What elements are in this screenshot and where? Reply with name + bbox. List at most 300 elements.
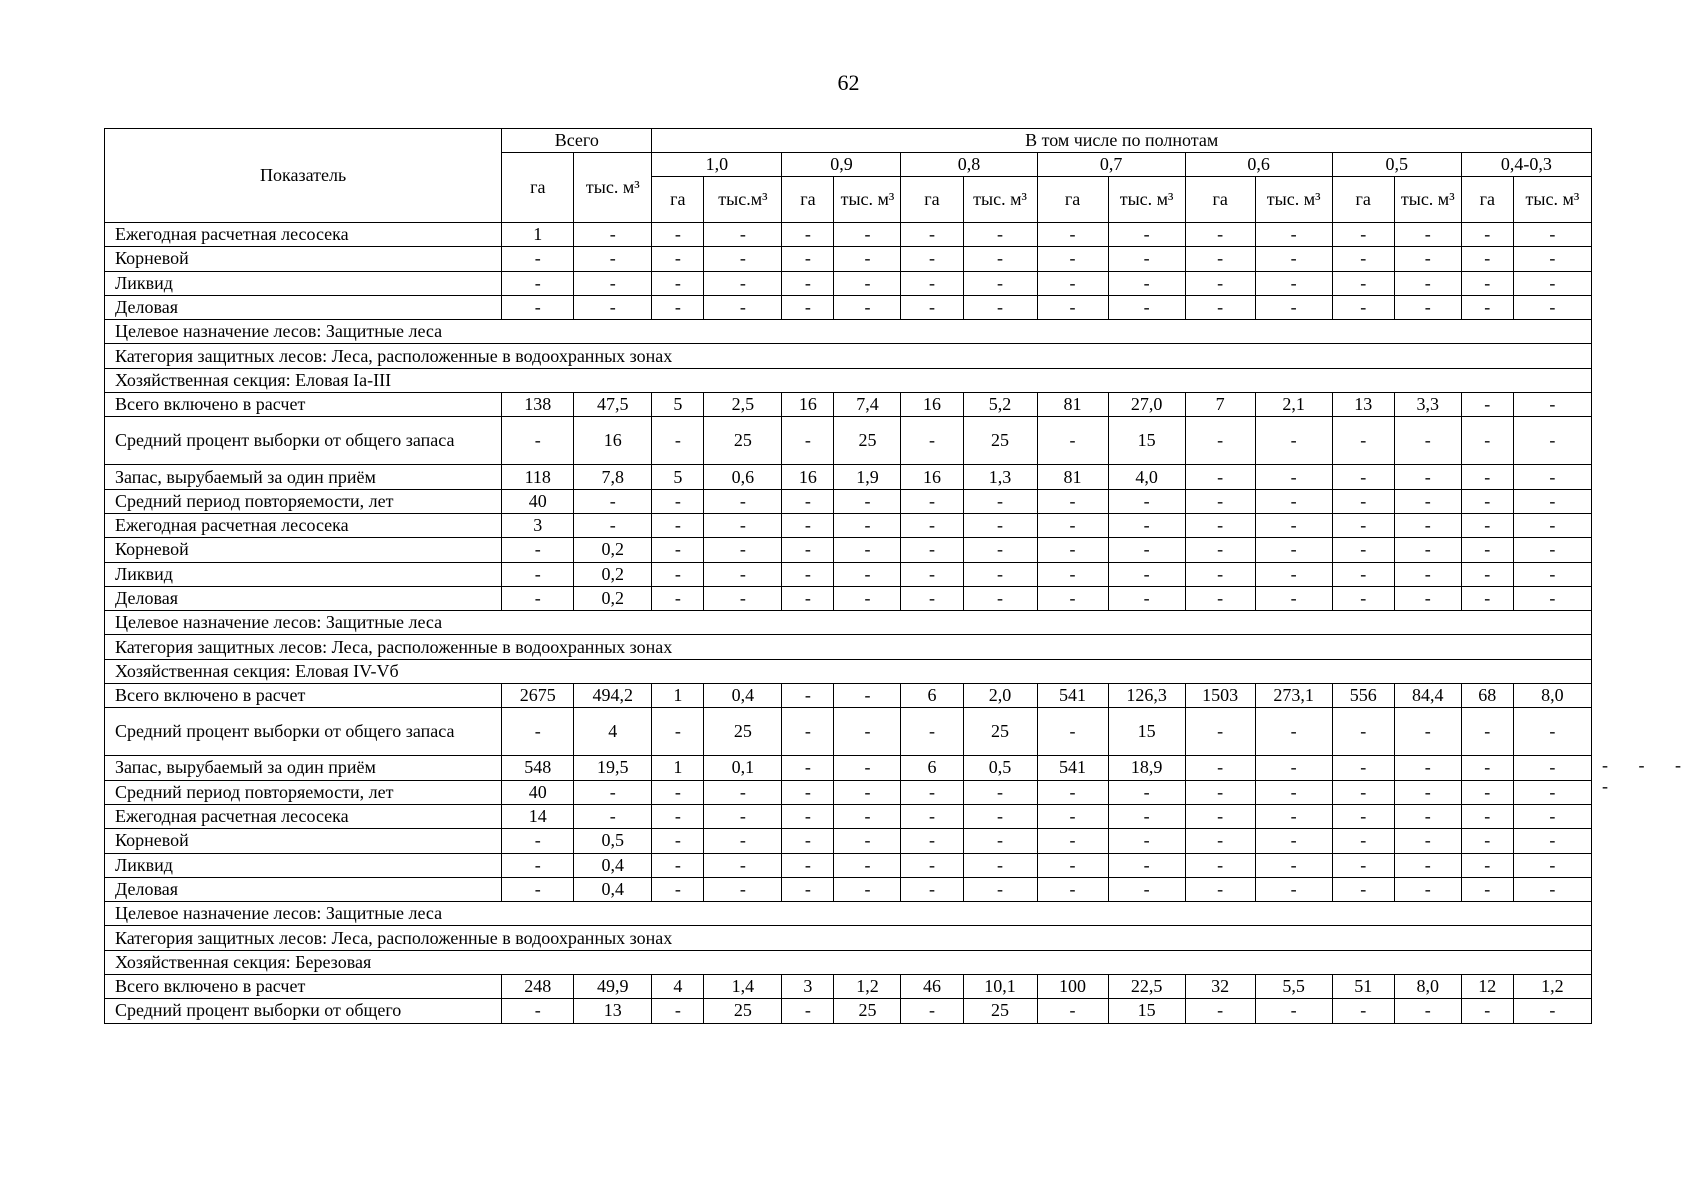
table-cell: - [834, 853, 901, 877]
header-density: 0,4-0,3 [1461, 153, 1591, 177]
table-cell: 1 [652, 756, 704, 780]
section-label: Категория защитных лесов: Леса, расположенные в водоохранных зонах [105, 344, 1592, 368]
table-cell: - [502, 708, 574, 756]
table-cell: - [1513, 804, 1591, 828]
table-cell: - [782, 417, 834, 465]
table-cell: - [704, 247, 782, 271]
table-cell: - [1461, 708, 1513, 756]
table-cell: 18,9 [1108, 756, 1185, 780]
table-cell: 4 [574, 708, 652, 756]
table-cell: 25 [704, 708, 782, 756]
table-cell: - [1332, 247, 1394, 271]
table-cell: - [1108, 829, 1185, 853]
table-cell: - [1513, 465, 1591, 489]
forest-calculation-table [104, 128, 1592, 1024]
table-cell: - [1513, 780, 1591, 804]
header-volume: тыс.м³ [704, 177, 782, 223]
table-cell: - [782, 513, 834, 537]
table-cell: - [834, 295, 901, 319]
table-cell: - [1108, 562, 1185, 586]
table-cell: - [1108, 513, 1185, 537]
section-row [105, 320, 1592, 344]
table-cell: - [1394, 538, 1461, 562]
table-cell: 0,1 [704, 756, 782, 780]
row-label: Средний процент выборки от общего запаса [105, 417, 502, 465]
table-cell: - [704, 513, 782, 537]
table-cell: - [901, 271, 963, 295]
table-cell: 40 [502, 780, 574, 804]
table-cell: - [704, 853, 782, 877]
table-cell: - [782, 853, 834, 877]
table-cell: - [834, 804, 901, 828]
header-ha: га [901, 177, 963, 223]
table-cell: - [1037, 829, 1108, 853]
table-cell: 25 [963, 708, 1037, 756]
table-cell: - [1394, 489, 1461, 513]
table-row [105, 271, 1592, 295]
table-cell: - [1394, 586, 1461, 610]
table-cell: 25 [704, 417, 782, 465]
header-ha: га [1037, 177, 1108, 223]
table-cell: - [1108, 804, 1185, 828]
table-cell: 0,4 [574, 877, 652, 901]
table-cell: - [652, 780, 704, 804]
table-cell: 12 [1461, 975, 1513, 999]
section-label: Целевое назначение лесов: Защитные леса [105, 611, 1592, 635]
table-cell: - [901, 877, 963, 901]
table-cell: - [963, 295, 1037, 319]
table-row [105, 586, 1592, 610]
table-cell: - [1332, 295, 1394, 319]
table-cell: - [1037, 999, 1108, 1023]
section-label: Категория защитных лесов: Леса, расположенные в водоохранных зонах [105, 926, 1592, 950]
table-row [105, 684, 1592, 708]
table-cell: - [1513, 877, 1591, 901]
table-cell: - [1185, 829, 1255, 853]
table-cell: - [1037, 877, 1108, 901]
table-cell: - [574, 223, 652, 247]
table-cell: - [502, 417, 574, 465]
table-cell: - [574, 513, 652, 537]
table-row [105, 780, 1592, 804]
row-label: Деловая [105, 586, 502, 610]
row-label: Деловая [105, 877, 502, 901]
table-cell: - [963, 489, 1037, 513]
table-cell: 2,1 [1255, 393, 1332, 417]
table-cell: - [1108, 271, 1185, 295]
row-label: Корневой [105, 538, 502, 562]
table-cell: - [1461, 271, 1513, 295]
table-cell: - [901, 417, 963, 465]
table-cell: - [834, 223, 901, 247]
row-label: Всего включено в расчет [105, 393, 502, 417]
table-cell: - [901, 708, 963, 756]
table-cell: - [704, 223, 782, 247]
table-cell: - [1037, 417, 1108, 465]
table-cell: - [1461, 513, 1513, 537]
row-label: Средний процент выборки от общего запаса [105, 708, 502, 756]
table-cell: 25 [834, 417, 901, 465]
table-cell: - [1513, 562, 1591, 586]
table-body [105, 223, 1592, 1024]
table-cell: - [963, 513, 1037, 537]
table-cell: - [1332, 417, 1394, 465]
table-cell: - [963, 538, 1037, 562]
table-cell: - [704, 804, 782, 828]
table-cell: - [1332, 780, 1394, 804]
row-label: Ликвид [105, 271, 502, 295]
table-cell: - [901, 586, 963, 610]
table-cell: - [1185, 295, 1255, 319]
table-cell: - [834, 513, 901, 537]
table-cell: - [1255, 756, 1332, 780]
table-cell: - [1461, 780, 1513, 804]
table-cell: - [1513, 489, 1591, 513]
table-cell: - [1513, 853, 1591, 877]
table-cell: - [782, 562, 834, 586]
table-cell: 541 [1037, 684, 1108, 708]
table-cell: - [1185, 271, 1255, 295]
table-row [105, 465, 1592, 489]
table-row [105, 489, 1592, 513]
row-label: Средний период повторяемости, лет [105, 489, 502, 513]
table-cell: 27,0 [1108, 393, 1185, 417]
table-cell: - [963, 780, 1037, 804]
table-cell: - [1461, 586, 1513, 610]
table-cell: 556 [1332, 684, 1394, 708]
table-cell: - [1332, 708, 1394, 756]
table-cell: - [502, 877, 574, 901]
header-density: 1,0 [652, 153, 782, 177]
table-cell: - [574, 489, 652, 513]
table-cell: 548 [502, 756, 574, 780]
table-cell: - [1513, 247, 1591, 271]
table-cell: - [1255, 271, 1332, 295]
table-cell: - [1513, 271, 1591, 295]
table-cell: - [652, 223, 704, 247]
table-cell: - [1394, 295, 1461, 319]
table-cell: 84,4 [1394, 684, 1461, 708]
table-cell: - [1332, 829, 1394, 853]
table-cell: 46 [901, 975, 963, 999]
table-cell: 16 [574, 417, 652, 465]
table-cell: - [1108, 877, 1185, 901]
table-cell: - [1332, 489, 1394, 513]
table-cell: - [1513, 223, 1591, 247]
table-cell: - [901, 247, 963, 271]
table-cell: - [963, 562, 1037, 586]
section-row [105, 926, 1592, 950]
row-label: Ликвид [105, 562, 502, 586]
table-cell: - [574, 780, 652, 804]
table-cell: - [502, 853, 574, 877]
table-cell: - [1461, 756, 1513, 780]
table-cell: - [1255, 853, 1332, 877]
row-label: Корневой [105, 829, 502, 853]
table-cell: - [963, 829, 1037, 853]
page-number: 62 [837, 70, 860, 95]
table-row [105, 247, 1592, 271]
table-cell: - [782, 877, 834, 901]
table-cell: 13 [1332, 393, 1394, 417]
table-cell: - [1037, 708, 1108, 756]
table-cell: 7 [1185, 393, 1255, 417]
header-ha: га [1185, 177, 1255, 223]
table-cell: - [782, 247, 834, 271]
table-cell: - [1461, 853, 1513, 877]
table-cell: 49,9 [574, 975, 652, 999]
row-label: Всего включено в расчет [105, 684, 502, 708]
table-cell: 13 [574, 999, 652, 1023]
table-cell: 2,5 [704, 393, 782, 417]
table-cell: - [652, 489, 704, 513]
table-cell: - [1185, 780, 1255, 804]
table-cell: - [782, 999, 834, 1023]
table-cell: - [1394, 513, 1461, 537]
header-volume: тыс. м³ [1255, 177, 1332, 223]
table-cell: 6 [901, 684, 963, 708]
table-cell: 273,1 [1255, 684, 1332, 708]
table-cell: - [1185, 417, 1255, 465]
section-row [105, 659, 1592, 683]
table-cell: - [1513, 295, 1591, 319]
table-cell: - [652, 271, 704, 295]
table-cell: 25 [834, 999, 901, 1023]
table-cell: - [834, 829, 901, 853]
table-cell: - [1185, 465, 1255, 489]
table-cell: - [834, 562, 901, 586]
table-row [105, 756, 1592, 780]
table-cell: - [901, 489, 963, 513]
section-row [105, 635, 1592, 659]
table-cell: - [1461, 417, 1513, 465]
table-cell: - [901, 829, 963, 853]
table-cell: - [1394, 756, 1461, 780]
table-cell: 3,3 [1394, 393, 1461, 417]
table-cell: - [652, 804, 704, 828]
table-cell: - [1332, 465, 1394, 489]
table-cell: 541 [1037, 756, 1108, 780]
table-cell: - [1461, 393, 1513, 417]
row-label: Ежегодная расчетная лесосека [105, 804, 502, 828]
table-cell: 248 [502, 975, 574, 999]
table-cell: - [1255, 999, 1332, 1023]
table-cell: - [834, 586, 901, 610]
table-cell: - [1461, 999, 1513, 1023]
table-cell: - [901, 223, 963, 247]
header-total: Всего [502, 129, 652, 153]
table-cell: 7,8 [574, 465, 652, 489]
table-cell: - [1461, 877, 1513, 901]
table-cell: - [834, 271, 901, 295]
header-ha: га [652, 177, 704, 223]
table-cell: - [1037, 489, 1108, 513]
table-cell: 1,2 [834, 975, 901, 999]
table-cell: - [1394, 780, 1461, 804]
table-cell: 3 [782, 975, 834, 999]
table-cell: - [1255, 829, 1332, 853]
table-row [105, 417, 1592, 465]
table-cell: - [1461, 223, 1513, 247]
table-cell: - [1461, 562, 1513, 586]
table-cell: 5 [652, 393, 704, 417]
table-cell: - [704, 562, 782, 586]
table-cell: - [963, 586, 1037, 610]
table-cell: - [1394, 708, 1461, 756]
table-cell: - [1255, 586, 1332, 610]
table-cell: - [1394, 223, 1461, 247]
table-cell: - [1394, 804, 1461, 828]
table-cell: 19,5 [574, 756, 652, 780]
table-cell: - [704, 829, 782, 853]
table-cell: 0,2 [574, 538, 652, 562]
table-cell: - [1185, 853, 1255, 877]
table-cell: - [1394, 999, 1461, 1023]
table-cell: 15 [1108, 999, 1185, 1023]
header-ha: га [782, 177, 834, 223]
table-cell: - [834, 756, 901, 780]
header-including-by-density: В том числе по полнотам [652, 129, 1592, 153]
header-volume: тыс. м³ [834, 177, 901, 223]
table-cell: - [652, 417, 704, 465]
table-cell: - [782, 829, 834, 853]
table-cell: - [1185, 223, 1255, 247]
table-cell: - [1037, 271, 1108, 295]
table-cell: - [1513, 999, 1591, 1023]
row-label: Запас, вырубаемый за один приём [105, 756, 502, 780]
table-cell: - [1394, 271, 1461, 295]
table-cell: - [1255, 465, 1332, 489]
table-cell: 1 [652, 684, 704, 708]
table-cell: - [901, 562, 963, 586]
table-cell: 40 [502, 489, 574, 513]
table-cell: - [1108, 586, 1185, 610]
table-cell: - [1461, 465, 1513, 489]
table-cell: - [963, 223, 1037, 247]
table-cell: 7,4 [834, 393, 901, 417]
table-cell: - [1255, 489, 1332, 513]
table-cell: - [782, 538, 834, 562]
row-label: Средний период повторяемости, лет [105, 780, 502, 804]
table-cell: - [502, 247, 574, 271]
table-cell: - [1332, 999, 1394, 1023]
table-header [105, 129, 1592, 223]
table-row [105, 829, 1592, 853]
table-cell: - [1255, 295, 1332, 319]
table-cell: - [1461, 247, 1513, 271]
table-cell: 494,2 [574, 684, 652, 708]
header-density: 0,8 [901, 153, 1037, 177]
table-cell: - [1513, 829, 1591, 853]
table-cell: 0,5 [574, 829, 652, 853]
table-row [105, 804, 1592, 828]
row-label: Запас, вырубаемый за один приём [105, 465, 502, 489]
table-cell: - [834, 247, 901, 271]
header-ha: га [1461, 177, 1513, 223]
table-cell: - [574, 271, 652, 295]
table-cell: - [1394, 417, 1461, 465]
table-cell: - [1255, 223, 1332, 247]
table-cell: - [1332, 756, 1394, 780]
table-cell: - [1394, 247, 1461, 271]
table-cell: - [1513, 708, 1591, 756]
table-cell: 81 [1037, 465, 1108, 489]
table-cell: - [574, 804, 652, 828]
table-cell: - [782, 780, 834, 804]
section-label: Хозяйственная секция: Березовая [105, 950, 1592, 974]
table-cell: 6 [901, 756, 963, 780]
header-density: 0,7 [1037, 153, 1185, 177]
table-cell: - [1255, 780, 1332, 804]
header-density: 0,6 [1185, 153, 1332, 177]
table-cell: - [782, 586, 834, 610]
section-label: Хозяйственная секция: Еловая Iа-III [105, 368, 1592, 392]
table-cell: - [901, 804, 963, 828]
table-cell: - [1394, 465, 1461, 489]
table-cell: - [963, 247, 1037, 271]
table-cell: - [1513, 756, 1591, 780]
row-label: Ежегодная расчетная лесосека [105, 223, 502, 247]
table-cell: 1503 [1185, 684, 1255, 708]
table-cell: 0,4 [704, 684, 782, 708]
section-label: Категория защитных лесов: Леса, расположенные в водоохранных зонах [105, 635, 1592, 659]
table-cell: - [834, 780, 901, 804]
table-cell: - [1332, 853, 1394, 877]
table-cell: - [1394, 877, 1461, 901]
table-cell: - [963, 853, 1037, 877]
table-cell: 2675 [502, 684, 574, 708]
table-cell: - [1513, 393, 1591, 417]
table-row [105, 853, 1592, 877]
section-row [105, 611, 1592, 635]
stray-dash-marks: - - - - [1602, 755, 1694, 796]
header-total-ha: га [502, 153, 574, 223]
table-cell: - [1513, 417, 1591, 465]
table-cell: - [652, 247, 704, 271]
table-cell: - [704, 586, 782, 610]
table-cell: 0,2 [574, 586, 652, 610]
table-cell: 0,2 [574, 562, 652, 586]
table-cell: - [901, 513, 963, 537]
table-cell: - [502, 538, 574, 562]
table-cell: - [1185, 804, 1255, 828]
table-cell: 68 [1461, 684, 1513, 708]
row-label: Всего включено в расчет [105, 975, 502, 999]
table-row [105, 975, 1592, 999]
table-row [105, 562, 1592, 586]
table-cell: - [1108, 853, 1185, 877]
table-cell: - [574, 247, 652, 271]
row-label: Средний процент выборки от общего [105, 999, 502, 1023]
table-cell: 25 [963, 999, 1037, 1023]
table-cell: - [834, 877, 901, 901]
table-cell: - [1255, 804, 1332, 828]
table-cell: - [652, 586, 704, 610]
table-cell: - [782, 271, 834, 295]
table-cell: 1,2 [1513, 975, 1591, 999]
table-cell: - [782, 756, 834, 780]
table-cell: - [1185, 756, 1255, 780]
table-cell: - [1394, 853, 1461, 877]
table-row [105, 393, 1592, 417]
table-cell: - [502, 562, 574, 586]
table-cell: - [1255, 538, 1332, 562]
table-cell: - [1332, 223, 1394, 247]
table-cell: - [1037, 780, 1108, 804]
table-cell: 15 [1108, 417, 1185, 465]
table-cell: - [1108, 295, 1185, 319]
table-cell: - [782, 684, 834, 708]
